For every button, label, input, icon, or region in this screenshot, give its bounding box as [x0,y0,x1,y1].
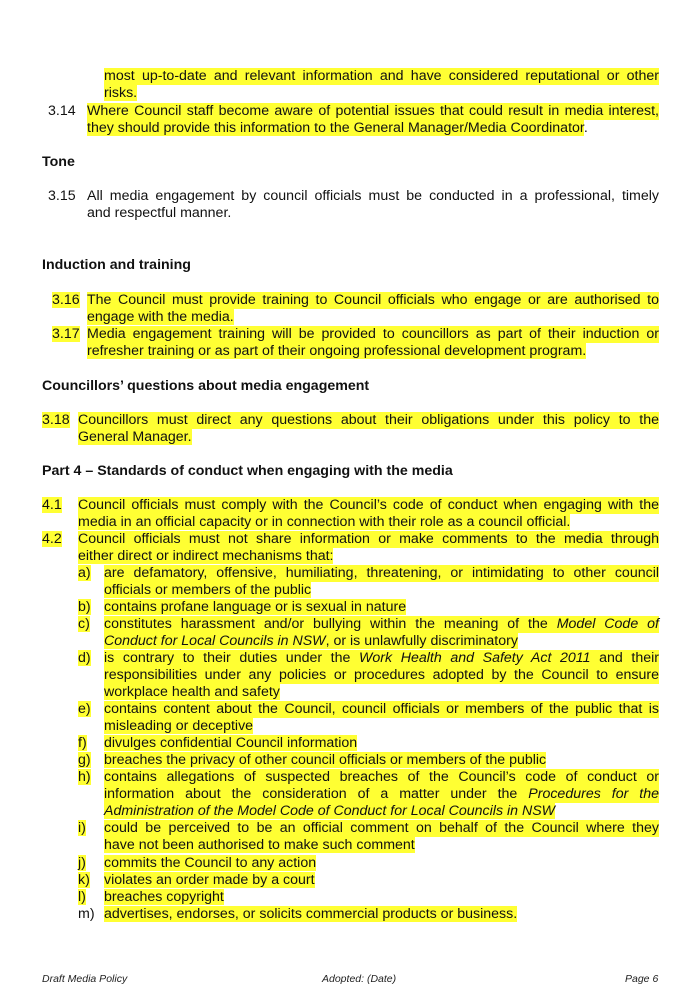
list-item: Conduct for Local Councils in NSW, or is unlawfully discriminatory [104,633,518,649]
clause-3-18-line1: Councillors must direct any questions about their obligations under this policy to the [78,412,659,428]
list-item: contains content about the Council, council officials or members of the public that is [104,701,659,717]
list-item-label: a) [78,565,91,581]
section-heading-questions: Councillors’ questions about media engagement [42,378,370,394]
clause-number: 3.18 [42,412,70,428]
clause-3-14-line1: Where Council staff become aware of potential issues that could result in media interest, [87,103,659,119]
clause-3-15-line2: and respectful manner. [87,205,232,221]
clause-3-14-line2: they should provide this information to the General Manager/Media Coordinator. [87,120,588,136]
list-item: Administration of the Model Code of Conduct for Local Councils in NSW [104,803,556,819]
list-item: are defamatory, offensive, humiliating, threatening, or intimidating to other council [104,565,659,581]
section-heading-tone: Tone [42,154,75,170]
clause-number: 3.17 [52,326,80,342]
clause-number: 4.2 [42,531,62,547]
footer-page-number: Page 6 [625,973,659,985]
list-item: breaches copyright [104,889,224,905]
list-item-label: c) [78,616,90,632]
list-item-label: e) [78,701,91,717]
list-item: advertises, endorses, or solicits commercial products or business. [104,906,518,922]
clause-4-2-line1: Council officials must not share information or make comments to the media through [78,531,659,547]
clause-4-1-line2: media in an official capacity or in connection with their role as a council official. [78,514,571,530]
clause-4-2-line2: either direct or indirect mechanisms that: [78,548,334,564]
list-item: information about the consideration of a matter under the Procedures for the [104,786,659,802]
list-item: workplace health and safety [104,684,280,700]
list-item: divulges confidential Council information [104,735,358,751]
list-item-label: g) [78,752,91,768]
list-item-label: b) [78,599,91,615]
clause-4-1-line1: Council officials must comply with the Council’s code of conduct when engaging with the [78,497,659,513]
list-item: officials or members of the public [104,582,312,598]
list-item: misleading or deceptive [104,718,254,734]
clause-number: 4.1 [42,497,62,513]
clause-number: 3.16 [52,292,80,308]
list-item-label: m) [78,906,95,922]
section-heading-part4: Part 4 – Standards of conduct when engaging with the media [42,463,453,479]
section-heading-induction: Induction and training [42,257,191,273]
clause-number: 3.15 [48,188,76,204]
list-item: breaches the privacy of other council officials or members of the public [104,752,547,768]
clause-3-13-line1: most up-to-date and relevant information and have considered reputational or other [104,68,659,84]
list-item: constitutes harassment and/or bullying within the meaning of the Model Code of [104,616,659,632]
clause-3-18-line2: General Manager. [78,429,192,445]
clause-3-13-line2: risks. [104,85,138,101]
clause-number: 3.14 [48,103,76,119]
list-item-label: d) [78,650,91,666]
clause-3-17-line2: refresher training or as part of their ongoing professional development program. [87,343,587,359]
list-item: could be perceived to be an official comment on behalf of the Council where they [104,820,659,836]
list-item: contains profane language or is sexual in nature [104,599,407,615]
list-item-label: f) [78,735,87,751]
list-item-label: i) [78,820,86,836]
clause-3-17-line1: Media engagement training will be provided to councillors as part of their induction or [87,326,659,342]
footer-center: Adopted: (Date) [322,973,397,985]
list-item: responsibilities under any policies or procedures adopted by the Council to ensure [104,667,659,683]
clause-3-15-line1: All media engagement by council officials must be conducted in a professional, timely [87,188,659,204]
list-item: is contrary to their duties under the Work Health and Safety Act 2011 and their [104,650,659,666]
list-item: commits the Council to any action [104,855,317,871]
list-item-label: h) [78,769,91,785]
list-item: have not been authorised to make such comment [104,837,415,853]
list-item-label: k) [78,872,90,888]
clause-3-16-line2: engage with the media. [87,309,234,325]
list-item-label: l) [78,889,86,905]
clause-3-16-line1: The Council must provide training to Council officials who engage or are authorised to [87,292,659,308]
list-item: contains allegations of suspected breaches of the Council’s code of conduct or [104,769,659,785]
footer-left: Draft Media Policy [42,973,128,985]
list-item: violates an order made by a court [104,872,315,888]
list-item-label: j) [78,855,86,871]
